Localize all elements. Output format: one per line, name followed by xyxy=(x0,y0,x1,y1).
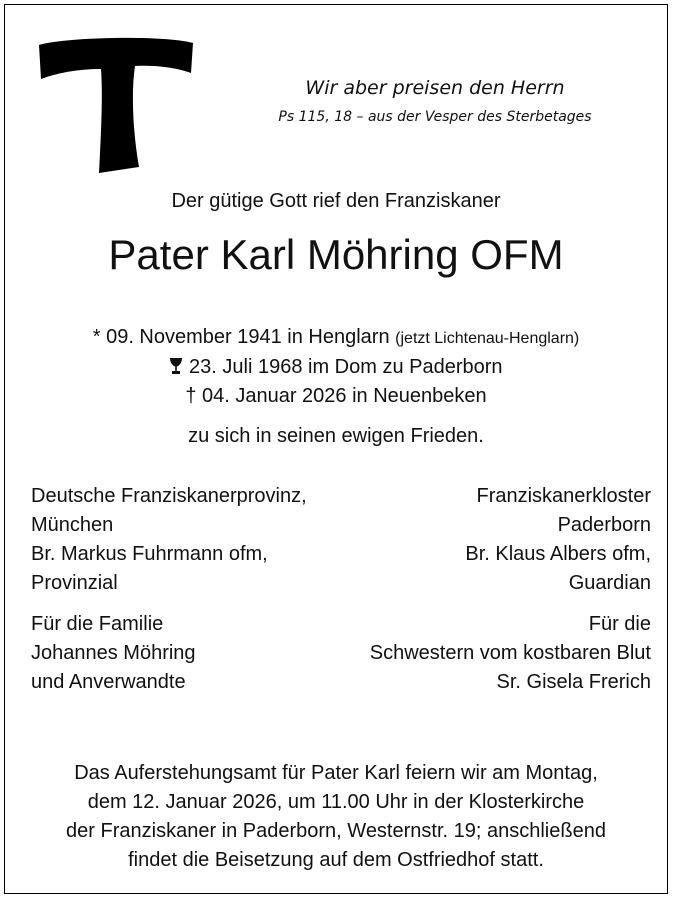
signatory-line: Schwestern vom kostbaren Blut xyxy=(369,642,651,664)
peace-text: zu sich in seinen ewigen Frieden. xyxy=(188,425,484,447)
funeral-line: findet die Beisetzung auf dem Ostfriedhof statt. xyxy=(128,849,544,871)
signatory-line: Sr. Gisela Frerich xyxy=(496,671,651,693)
signatory-line: Franziskanerkloster xyxy=(476,485,651,507)
funeral-announcement xyxy=(5,759,667,875)
birth-note: (jetzt Lichtenau-Henglarn) xyxy=(395,330,580,347)
signatory-line: Deutsche Franziskanerprovinz, xyxy=(31,485,307,507)
life-dates xyxy=(5,323,667,411)
signatory-monastery xyxy=(465,482,651,598)
deceased-name: Pater Karl Möhring OFM xyxy=(108,231,564,278)
signatory-line: Johannes Möhring xyxy=(31,642,196,664)
signatory-line: Br. Klaus Albers ofm, xyxy=(465,543,651,565)
funeral-line: Das Auferstehungsamt für Pater Karl feiern wir am Montag, xyxy=(74,762,598,784)
funeral-line: der Franziskaner in Paderborn, Westernstr. 19; anschließend xyxy=(66,820,606,842)
signatory-family xyxy=(31,610,196,697)
signatory-line: Br. Markus Fuhrmann ofm, xyxy=(31,543,268,565)
signatory-line: Für die Familie xyxy=(31,613,164,635)
ordination-date: 23. Juli 1968 im Dom zu Paderborn xyxy=(189,356,503,378)
obituary-notice xyxy=(4,4,668,894)
tau-cross-icon xyxy=(35,33,197,175)
signatory-line: München xyxy=(31,514,114,536)
signatory-line: Paderborn xyxy=(557,514,651,536)
motto-verse: Wir aber preisen den Herrn xyxy=(305,77,565,99)
signatory-sisters xyxy=(370,610,651,697)
signatory-line: Provinzial xyxy=(31,572,118,594)
chalice-icon xyxy=(169,357,183,375)
death-date: † 04. Januar 2026 in Neuenbeken xyxy=(185,385,487,407)
motto-reference: Ps 115, 18 – aus der Vesper des Sterbetages xyxy=(278,109,592,125)
funeral-line: dem 12. Januar 2026, um 11.00 Uhr in der Klosterkirche xyxy=(87,791,585,813)
birth-line xyxy=(5,323,667,353)
signatory-line: Guardian xyxy=(568,572,651,594)
signatory-line: und Anverwandte xyxy=(31,671,186,693)
intro-text: Der gütige Gott rief den Franziskaner xyxy=(171,190,501,212)
signatory-line: Für die xyxy=(588,613,651,635)
ordination-line xyxy=(5,353,667,382)
signatory-province xyxy=(31,482,307,598)
birth-date: * 09. November 1941 in Henglarn xyxy=(92,326,390,348)
motto xyxy=(225,77,645,125)
